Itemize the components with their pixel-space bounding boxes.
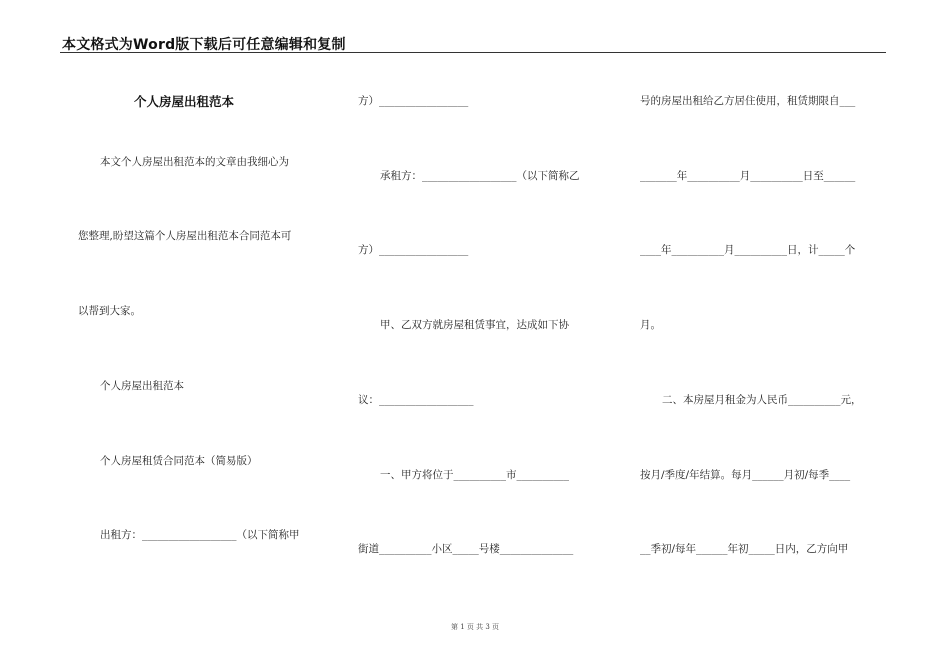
paragraph-line: 个人房屋租赁合同范本（简易版） bbox=[100, 455, 258, 467]
page-number: 第 1 页 共 3 页 bbox=[450, 623, 500, 631]
paragraph-line: __季初/每年______年初_____日内，乙方向甲 bbox=[640, 543, 849, 555]
paragraph-line: 方）_________________ bbox=[358, 95, 469, 107]
paragraph-line: 议：__________________ bbox=[358, 394, 474, 406]
paragraph-line: 二、本房屋月租金为人民币__________元， bbox=[662, 394, 862, 406]
document-header-title: 本文格式为Word版下载后可任意编辑和复制 bbox=[62, 37, 346, 53]
paragraph-line: 按月/季度/年结算。每月______月初/每季____ bbox=[640, 469, 851, 481]
paragraph-line: 您整理,盼望这篇个人房屋出租范本合同范本可 bbox=[78, 230, 292, 242]
paragraph-line: 本文个人房屋出租范本的文章由我细心为 bbox=[100, 156, 289, 168]
document-title: 个人房屋出租范本 bbox=[134, 94, 235, 109]
paragraph-line: 以帮到大家。 bbox=[78, 305, 141, 317]
paragraph-line: 方）_________________ bbox=[358, 244, 469, 256]
paragraph-line: 承租方：__________________（以下简称乙 bbox=[380, 170, 580, 182]
paragraph-line: 个人房屋出租范本 bbox=[100, 380, 184, 392]
header-divider bbox=[60, 52, 886, 53]
paragraph-line: 月。 bbox=[640, 319, 661, 331]
paragraph-line: 街道__________小区_____号楼______________ bbox=[358, 543, 574, 555]
paragraph-line: 号的房屋出租给乙方居住使用，租赁期限自___ bbox=[640, 95, 856, 107]
paragraph-line: 出租方：__________________（以下简称甲 bbox=[100, 529, 300, 541]
paragraph-line: _______年__________月__________日至______ bbox=[640, 170, 856, 182]
paragraph-line: 甲、乙双方就房屋租赁事宜，达成如下协 bbox=[380, 319, 569, 331]
paragraph-line: 一、甲方将位于__________市__________ bbox=[380, 469, 569, 481]
paragraph-line: ____年__________月__________日，计_____个 bbox=[640, 244, 856, 256]
